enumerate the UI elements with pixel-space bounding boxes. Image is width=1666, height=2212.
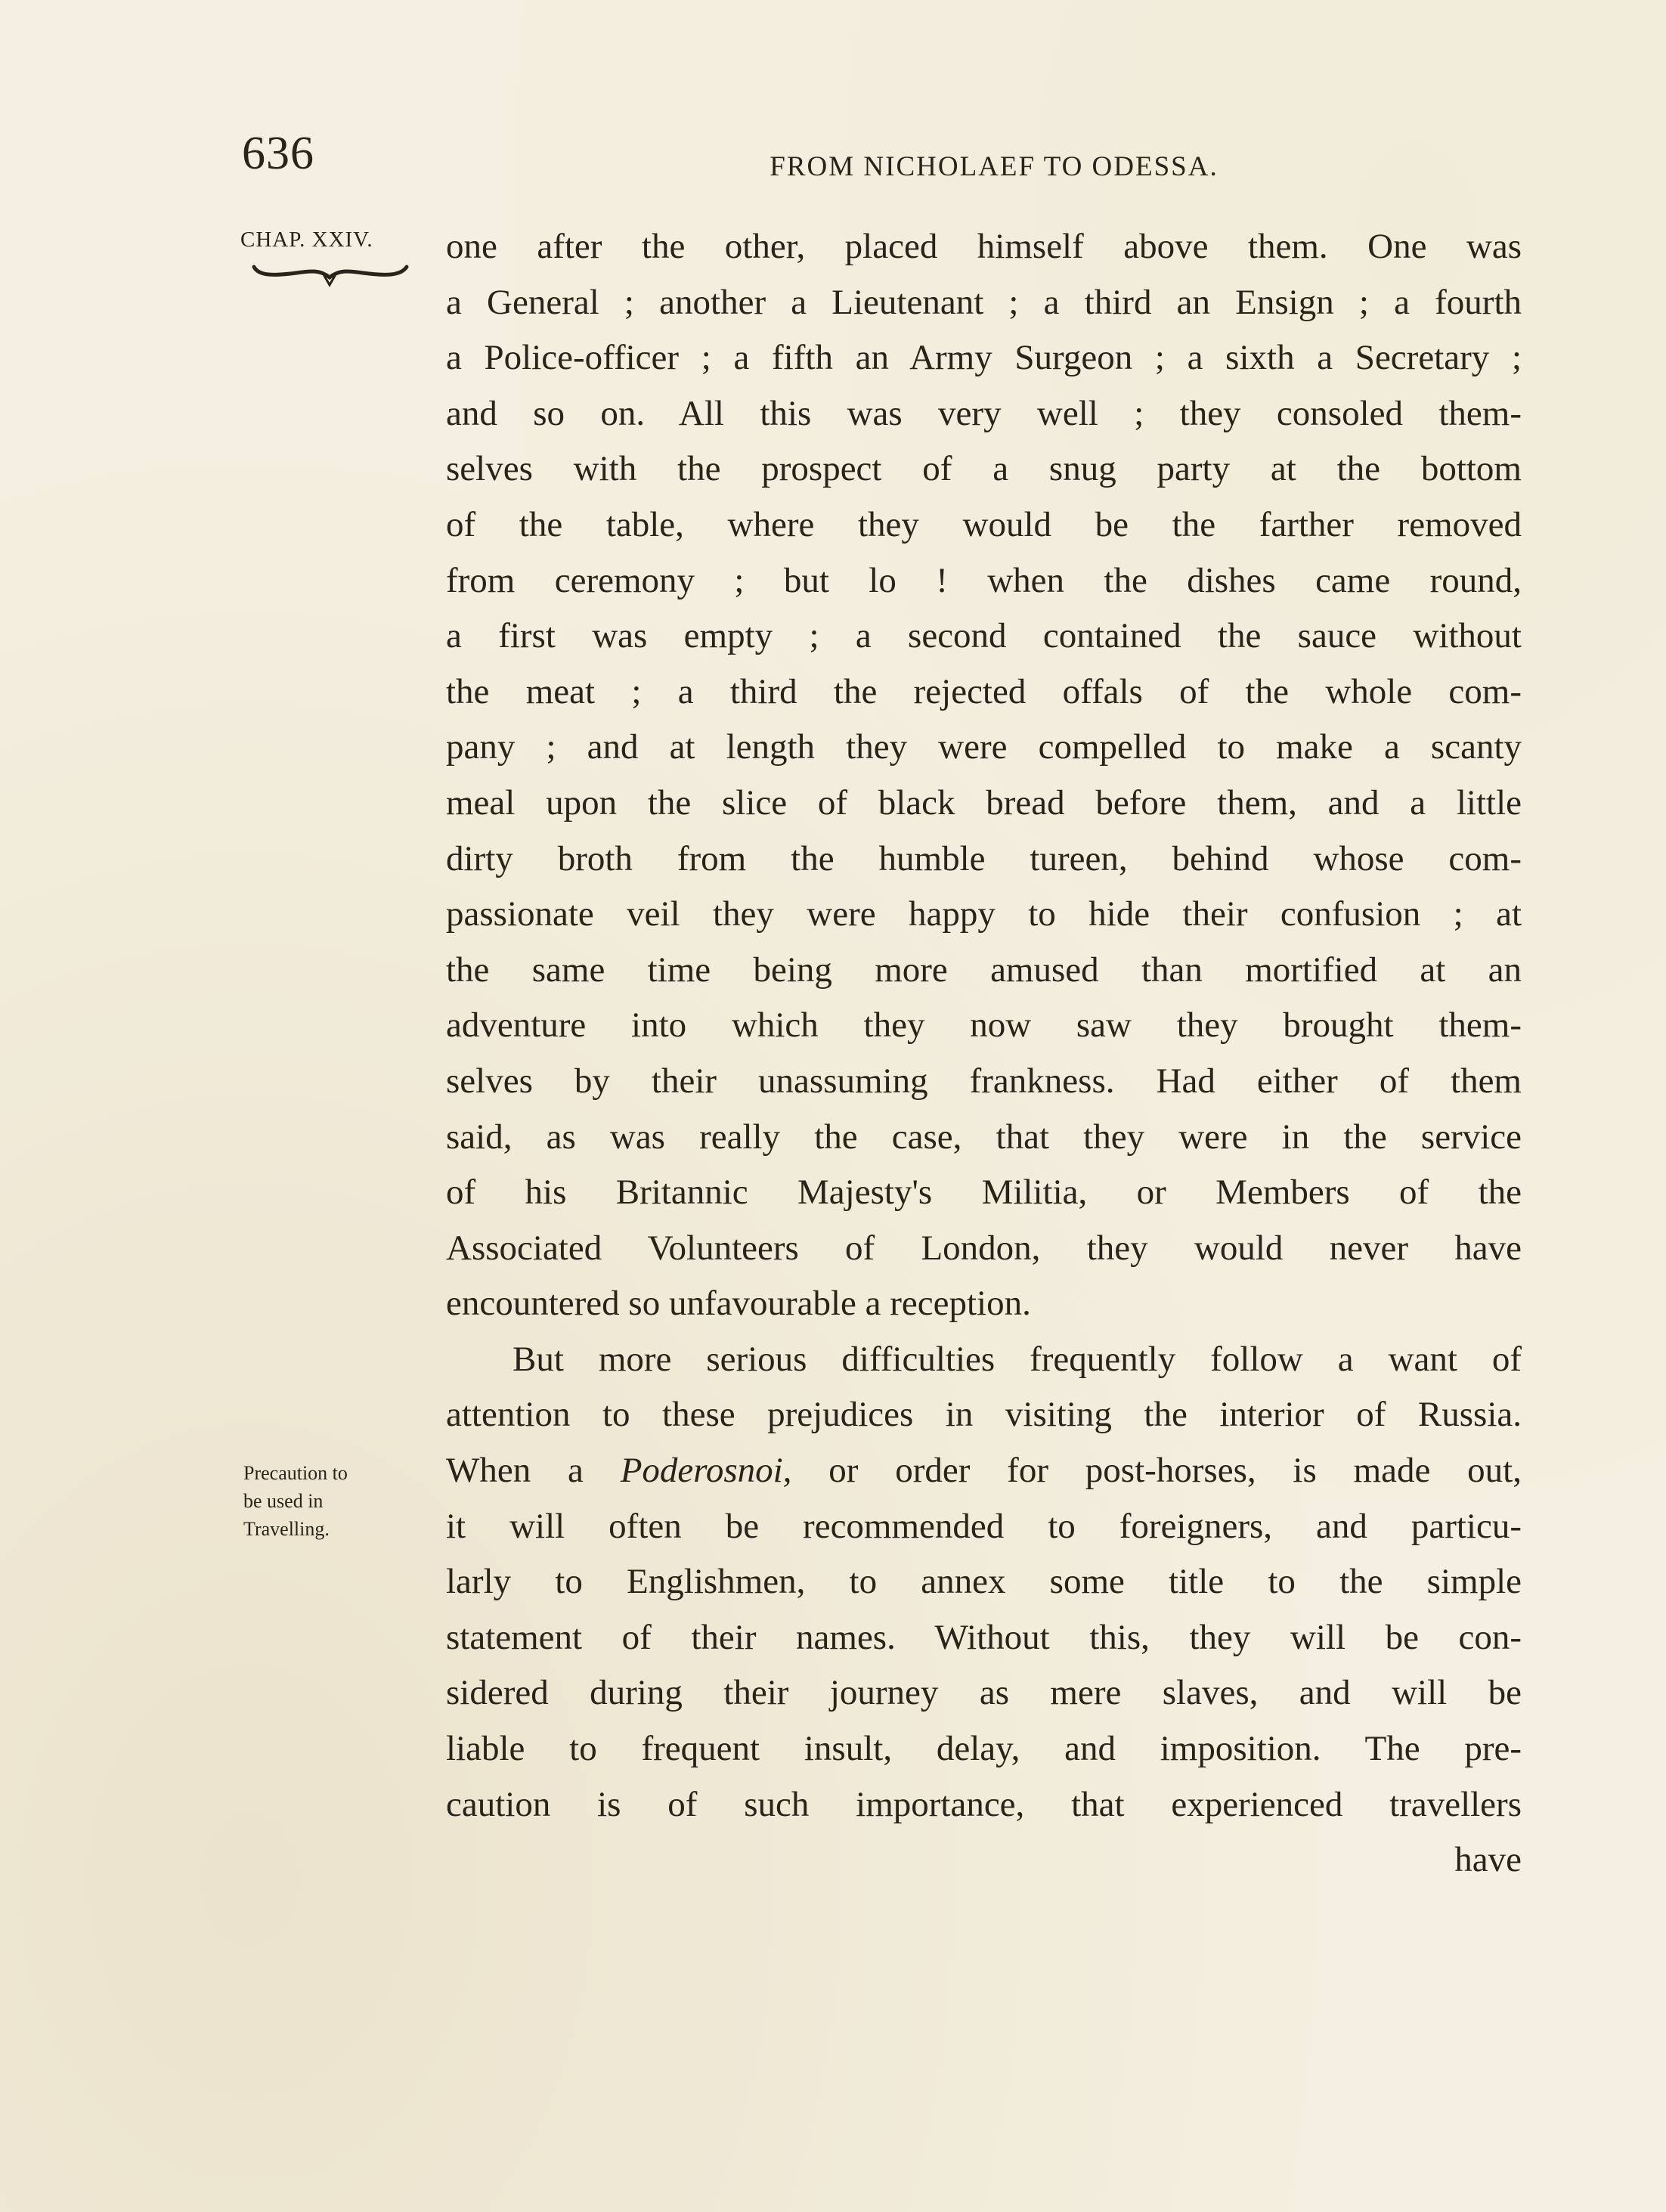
marginal-note-line: Precaution to: [243, 1462, 348, 1484]
text-line: statement of their names. Without this, they will be con-: [446, 1617, 1522, 1657]
text-run: or order for post-horses, is made out,: [791, 1451, 1522, 1491]
body-text: [446, 219, 1522, 1888]
text-line: caution is of such importance, that experienced travellers: [446, 1784, 1522, 1824]
catchword: have: [1454, 1840, 1522, 1880]
text-line: larly to Englishmen, to annex some title to the simple: [446, 1562, 1522, 1602]
running-head: FROM NICHOLAEF TO ODESSA.: [770, 151, 1219, 182]
text-line: of the table, where they would be the farther removed: [446, 504, 1522, 544]
text-line: attention to these prejudices in visiting the interior of Russia.: [446, 1395, 1522, 1435]
text-line-paragraph-start: But more serious difficulties frequently follow a want of: [512, 1339, 1522, 1379]
text-line: sidered during their journey as mere slaves, and will be: [446, 1673, 1522, 1713]
text-line: Associated Volunteers of London, they would never have: [446, 1228, 1522, 1268]
text-line: it will often be recommended to foreigners, and particu-: [446, 1506, 1522, 1546]
text-line: [446, 1443, 1522, 1499]
marginal-note: [243, 1459, 417, 1543]
text-line: a first was empty ; a second contained the sauce without: [446, 616, 1522, 656]
brace-ornament-icon: [251, 259, 410, 290]
text-line: liable to frequent insult, delay, and imposition. The pre-: [446, 1729, 1522, 1769]
text-line: the same time being more amused than mortified at an: [446, 950, 1522, 990]
text-line: pany ; and at length they were compelled to make a scanty: [446, 727, 1522, 767]
text-line: passionate veil they were happy to hide their confusion ; at: [446, 894, 1522, 934]
text-line: of his Britannic Majesty's Militia, or Members of the: [446, 1173, 1522, 1213]
italic-term: Poderosnoi,: [620, 1451, 792, 1491]
page-number: 636: [242, 128, 314, 179]
text-run: When a: [446, 1451, 621, 1491]
text-line: dirty broth from the humble tureen, behind whose com-: [446, 838, 1522, 878]
text-line: one after the other, placed himself above them. One was: [446, 227, 1522, 266]
text-line: a Police-officer ; a fifth an Army Surgeon ; a sixth a Secretary ;: [446, 338, 1522, 378]
marginal-note-line: Travelling.: [243, 1518, 330, 1540]
text-line: selves by their unassuming frankness. Had either of them: [446, 1061, 1522, 1101]
text-line: and so on. All this was very well ; they consoled them-: [446, 393, 1522, 433]
text-line-paragraph-end: encountered so unfavourable a reception.: [446, 1284, 1031, 1324]
chapter-label: CHAP. XXIV.: [240, 228, 373, 252]
text-line: meal upon the slice of black bread before them, and a little: [446, 782, 1522, 823]
text-line: selves with the prospect of a snug party at the bottom: [446, 449, 1522, 489]
text-line: a General ; another a Lieutenant ; a third an Ensign ; a fourth: [446, 282, 1522, 322]
text-line: said, as was really the case, that they were in the service: [446, 1117, 1522, 1157]
text-line: from ceremony ; but lo ! when the dishes came round,: [446, 560, 1522, 600]
text-line: adventure into which they now saw they brought them-: [446, 1005, 1522, 1046]
marginal-note-line: be used in: [243, 1490, 324, 1512]
text-line: the meat ; a third the rejected offals of the whole com-: [446, 671, 1522, 711]
